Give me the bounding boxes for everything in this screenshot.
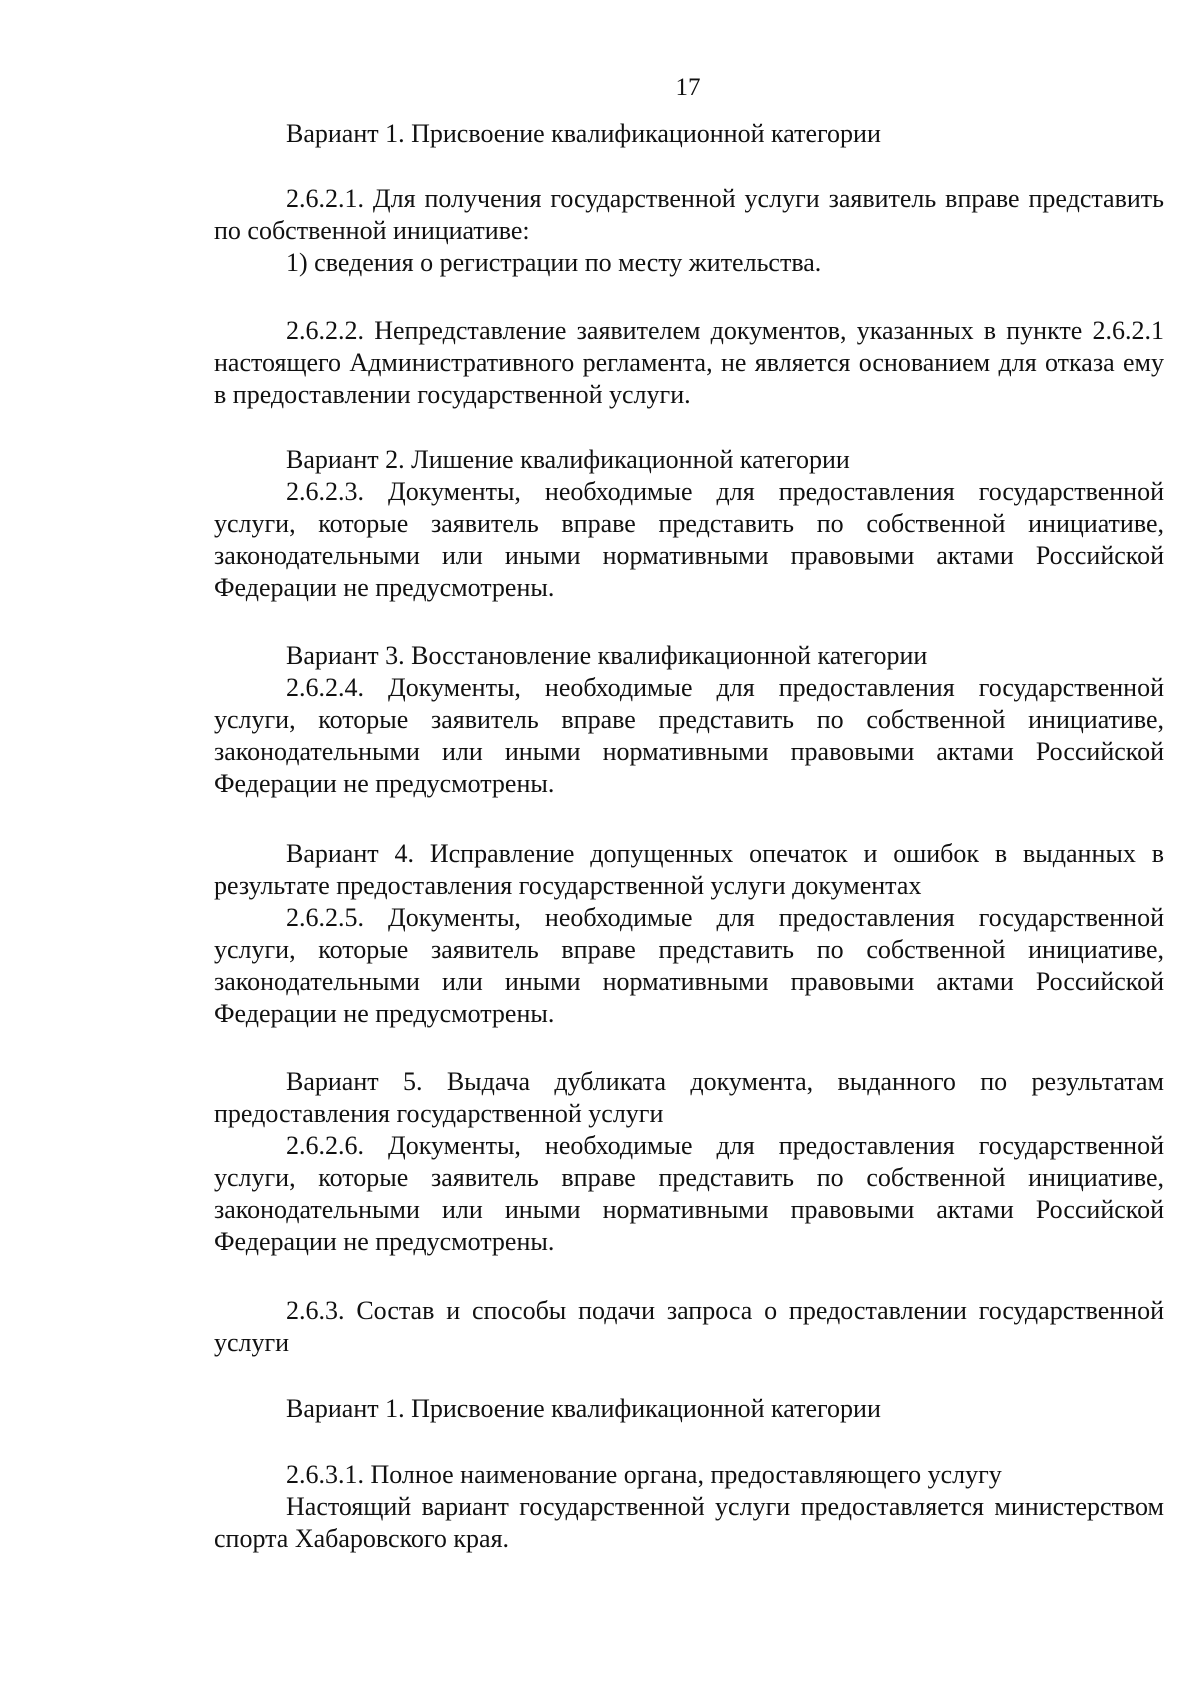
paragraph-2-6-2-4: 2.6.2.4. Документы, необходимые для предоставления государственной услуги, которые заявитель вправе представить по собственной инициативе, законодательными или иными нормативными правовыми актами Российской Федерации не предусмотрены. (214, 673, 1164, 798)
variant-2-heading: Вариант 2. Лишение квалификационной категории (286, 445, 850, 474)
paragraph-2-6-2-5: 2.6.2.5. Документы, необходимые для предоставления государственной услуги, которые заявитель вправе представить по собственной инициативе, законодательными или иными нормативными правовыми актами Российской Федерации не предусмотрены. (214, 903, 1164, 1028)
variant-1-heading: Вариант 1. Присвоение квалификационной категории (286, 119, 881, 148)
page-number: 17 (675, 74, 701, 101)
paragraph-2-6-3-1: 2.6.3.1. Полное наименование органа, предоставляющего услугу (286, 1460, 1002, 1489)
paragraph-2-6-3-1-body: Настоящий вариант государственной услуги предоставляется министерством спорта Хабаровского края. (214, 1492, 1164, 1553)
variant-5-heading: Вариант 5. Выдача дубликата документа, выданного по результатам предоставления государственной услуги (214, 1067, 1164, 1128)
variant-3-heading: Вариант 3. Восстановление квалификационной категории (286, 641, 928, 670)
paragraph-2-6-3: 2.6.3. Состав и способы подачи запроса о предоставлении государственной услуги (214, 1296, 1164, 1357)
paragraph-2-6-2-3: 2.6.2.3. Документы, необходимые для предоставления государственной услуги, которые заявитель вправе представить по собственной инициативе, законодательными или иными нормативными правовыми актами Российской Федерации не предусмотрены. (214, 477, 1164, 602)
paragraph-2-6-2-1: 2.6.2.1. Для получения государственной услуги заявитель вправе представить по собственной инициативе: (214, 184, 1164, 245)
variant-4-heading: Вариант 4. Исправление допущенных опечаток и ошибок в выданных в результате предоставления государственной услуги документах (214, 839, 1164, 900)
list-item: 1) сведения о регистрации по месту жительства. (286, 248, 822, 277)
variant-1-heading-repeat: Вариант 1. Присвоение квалификационной категории (286, 1394, 881, 1423)
paragraph-2-6-2-2: 2.6.2.2. Непредставление заявителем документов, указанных в пункте 2.6.2.1 настоящего Административного регламента, не является основанием для отказа ему в предоставлении государственной услуги. (214, 316, 1164, 409)
paragraph-2-6-2-6: 2.6.2.6. Документы, необходимые для предоставления государственной услуги, которые заявитель вправе представить по собственной инициативе, законодательными или иными нормативными правовыми актами Российской Федерации не предусмотрены. (214, 1131, 1164, 1256)
